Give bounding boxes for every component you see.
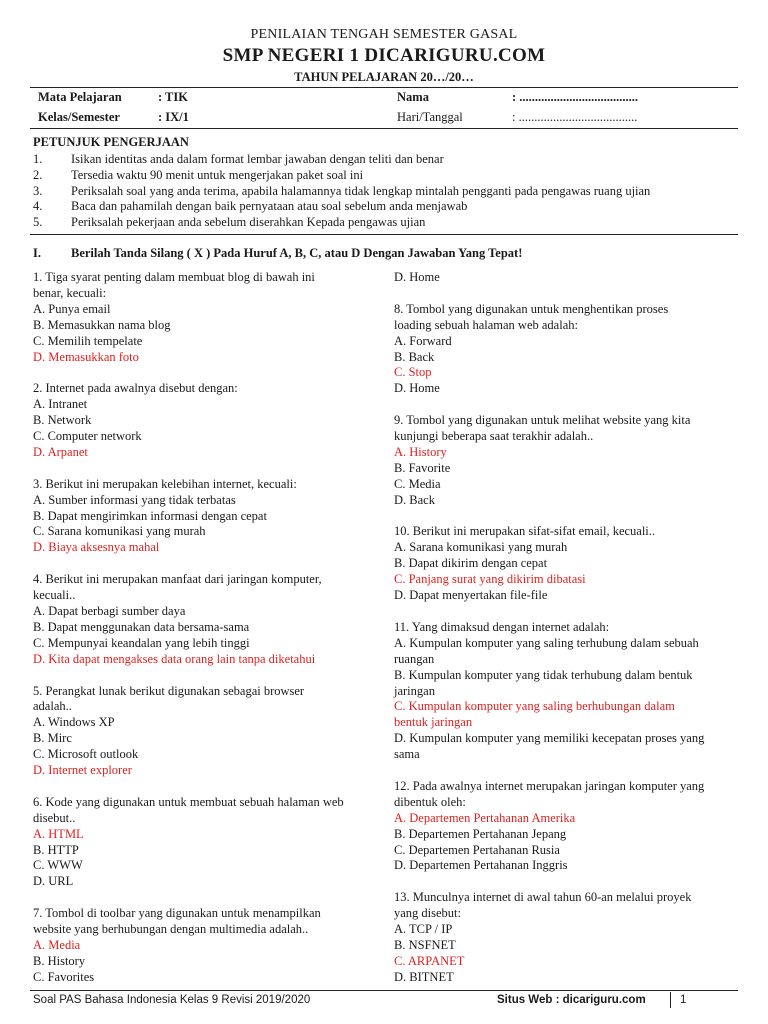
answer-option[interactable]: jaringan [394, 683, 435, 698]
question-text: kecuali.. [33, 588, 76, 603]
question-block [394, 779, 746, 874]
answer-option[interactable]: C. WWW [33, 858, 83, 873]
answer-option-correct[interactable]: bentuk jaringan [394, 715, 473, 730]
section-instruction: Berilah Tanda Silang ( X ) Pada Huruf A, B, C, atau D Dengan Jawaban Yang Tepat! [71, 246, 523, 260]
subject-value: : TIK [158, 90, 188, 104]
question-text: 10. Berikut ini merupakan sifat-sifat email, kecuali.. [394, 524, 656, 539]
question-text: 9. Tombol yang digunakan untuk melihat website yang kita [394, 413, 691, 428]
answer-option[interactable]: B. Memasukkan nama blog [33, 317, 171, 332]
questions-left-column [33, 270, 383, 1002]
instruction-item [33, 183, 650, 199]
instruction-number: 4. [33, 199, 43, 214]
question-text: kunjungi beberapa saat terakhir adalah.. [394, 429, 594, 444]
subject-label: Mata Pelajaran [38, 90, 122, 104]
question-block [394, 524, 746, 604]
answer-option[interactable]: D. Home [394, 381, 440, 396]
page-number: 1 [680, 994, 687, 1006]
question-text: 13. Munculnya internet di awal tahun 60-an melalui proyek [394, 890, 692, 905]
question-block [33, 572, 383, 667]
question-text: 2. Internet pada awalnya disebut dengan: [33, 381, 238, 396]
answer-option-correct[interactable]: A. Departemen Pertahanan Amerika [394, 810, 576, 825]
answer-option[interactable]: ruangan [394, 651, 435, 666]
answer-option-correct[interactable]: A. HTML [33, 826, 84, 841]
instruction-number: 5. [33, 215, 43, 230]
school-name: SMP NEGERI 1 DICARIGURU.COM [222, 45, 546, 66]
answer-option[interactable]: B. Departemen Pertahanan Jepang [394, 826, 567, 841]
question-text: loading sebuah halaman web adalah: [394, 317, 578, 332]
class-semester-value: : IX/1 [158, 110, 189, 124]
question-text: 11. Yang dimaksud dengan internet adalah: [394, 619, 610, 634]
instruction-item [33, 151, 444, 167]
question-text: 4. Berikut ini merupakan manfaat dari jaringan komputer, [33, 572, 322, 587]
instruction-number: 3. [33, 183, 43, 198]
answer-option[interactable]: C. Departemen Pertahanan Rusia [394, 842, 560, 857]
question-text: 6. Kode yang digunakan untuk membuat sebuah halaman web [33, 794, 344, 809]
answer-option[interactable]: B. Dapat mengirimkan informasi dengan cepat [33, 508, 267, 523]
footer-doc-info: Soal PAS Bahasa Indonesia Kelas 9 Revisi 2019/2020 [33, 994, 311, 1006]
answer-option[interactable]: D. BITNET [394, 969, 454, 984]
question-block [33, 795, 383, 890]
instruction-item [33, 167, 363, 183]
answer-option[interactable]: C. Sarana komunikasi yang murah [33, 524, 206, 539]
answer-option[interactable]: A. Windows XP [33, 715, 115, 730]
question-text: benar, kecuali: [33, 285, 107, 300]
answer-option[interactable]: B. Dapat menggunakan data bersama-sama [33, 619, 250, 634]
question-block [394, 413, 746, 508]
instruction-number: 2. [33, 167, 43, 182]
questions-right-column [394, 270, 746, 1002]
instructions-rule [30, 234, 738, 235]
question-block [33, 381, 383, 461]
answer-option[interactable]: B. HTTP [33, 842, 79, 857]
answer-option[interactable]: C. Memilih tempelate [33, 333, 143, 348]
footer-divider [670, 992, 671, 1008]
name-field[interactable]: : ...................................... [512, 90, 639, 104]
answer-option-correct[interactable]: A. Media [33, 937, 81, 952]
instruction-text: Baca dan pahamilah dengan baik pernyataan atau soal sebelum anda menjawab [71, 199, 468, 214]
answer-option-correct[interactable]: D. Arpanet [33, 444, 88, 459]
question-block [33, 906, 383, 986]
answer-option-correct[interactable]: C. ARPANET [394, 953, 465, 968]
answer-option[interactable]: C. Microsoft outlook [33, 747, 139, 762]
answer-option[interactable]: B. Dapat dikirim dengan cepat [394, 556, 548, 571]
answer-option[interactable]: C. Media [394, 476, 441, 491]
instruction-text: Periksalah soal yang anda terima, apabila halamannya tidak lengkap mintalah pengganti pada pengawas ruang ujian [71, 183, 651, 198]
question-text: dibentuk oleh: [394, 794, 466, 809]
answer-option-correct[interactable]: A. History [394, 444, 447, 459]
answer-option[interactable]: A. Punya email [33, 301, 111, 316]
footer-website: Situs Web : dicariguru.com [497, 994, 646, 1006]
answer-option[interactable]: A. Sumber informasi yang tidak terbatas [33, 492, 236, 507]
answer-option[interactable]: B. Mirc [33, 731, 72, 746]
answer-option[interactable]: D. URL [33, 874, 74, 889]
answer-option-correct[interactable]: D. Kita dapat mengakses data orang lain tanpa diketahui [33, 651, 316, 666]
answer-option-correct[interactable]: C. Kumpulan komputer yang saling berhubungan dalam [394, 699, 675, 714]
answer-option[interactable]: B. Network [33, 413, 92, 428]
answer-option[interactable]: A. Intranet [33, 397, 88, 412]
answer-option[interactable]: A. Forward [394, 333, 452, 348]
instruction-text: Isikan identitas anda dalam format lembar jawaban dengan teliti dan benar [71, 152, 444, 166]
answer-option-correct[interactable]: C. Stop [394, 365, 432, 380]
exam-header-title: PENILAIAN TENGAH SEMESTER GASAL [250, 27, 518, 42]
date-field[interactable]: : ...................................... [512, 110, 638, 124]
answer-option[interactable]: A. TCP / IP [394, 922, 453, 937]
question-text: 1. Tiga syarat penting dalam membuat blog di bawah ini [33, 270, 315, 284]
section-title [33, 246, 522, 261]
answer-option[interactable]: C. Mempunyai keandalan yang lebih tinggi [33, 635, 250, 650]
answer-option[interactable]: D. Kumpulan komputer yang memiliki kecepatan proses yang [394, 731, 705, 746]
answer-option[interactable]: B. Kumpulan komputer yang tidak terhubung dalam bentuk [394, 667, 693, 682]
question-text: yang disebut: [394, 906, 462, 921]
instructions-title: PETUNJUK PENGERJAAN [33, 135, 189, 149]
header-rule-bottom [30, 128, 738, 129]
answer-option-correct[interactable]: D. Biaya aksesnya mahal [33, 540, 160, 555]
question-text: 12. Pada awalnya internet merupakan jaringan komputer yang [394, 778, 705, 793]
instruction-item [33, 214, 425, 230]
instruction-text: Periksalah pekerjaan anda sebelum diserahkan Kepada pengawas ujian [71, 215, 426, 230]
answer-option[interactable]: B. Back [394, 349, 435, 364]
question-block [33, 684, 383, 779]
answer-option[interactable]: sama [394, 747, 420, 762]
date-label: Hari/Tanggal [397, 110, 463, 124]
instruction-number: 1. [33, 152, 43, 166]
academic-year: TAHUN PELAJARAN 20…/20… [294, 70, 474, 84]
answer-option[interactable]: A. Kumpulan komputer yang saling terhubung dalam sebuah [394, 635, 699, 650]
question-block [33, 477, 383, 557]
question-text: 5. Perangkat lunak berikut digunakan sebagai browser [33, 683, 305, 698]
answer-option[interactable]: D. Home [394, 270, 440, 284]
instruction-item [33, 198, 467, 214]
question-text: 8. Tombol yang digunakan untuk menghentikan proses [394, 301, 669, 316]
answer-option[interactable]: B. NSFNET [394, 937, 456, 952]
question-text: disebut.. [33, 810, 76, 825]
question-block [33, 270, 383, 365]
header-rule-top [30, 87, 738, 88]
name-label: Nama [397, 90, 429, 104]
answer-option[interactable]: A. Sarana komunikasi yang murah [394, 540, 568, 555]
class-semester-label: Kelas/Semester [38, 110, 120, 124]
question-text: 3. Berikut ini merupakan kelebihan internet, kecuali: [33, 476, 297, 491]
question-block [394, 620, 746, 763]
answer-option-correct[interactable]: D. Memasukkan foto [33, 349, 139, 364]
question-block [394, 302, 746, 397]
question-block [394, 890, 746, 985]
answer-option[interactable]: A. Dapat berbagi sumber daya [33, 603, 186, 618]
answer-option[interactable]: C. Computer network [33, 429, 142, 444]
answer-option[interactable]: D. Departemen Pertahanan Inggris [394, 858, 568, 873]
answer-option[interactable]: C. Favorites [33, 969, 95, 984]
question-text: adalah.. [33, 699, 72, 714]
answer-option-correct[interactable]: C. Panjang surat yang dikirim dibatasi [394, 572, 586, 587]
answer-option[interactable]: B. History [33, 953, 86, 968]
answer-option[interactable]: B. Favorite [394, 460, 451, 475]
instruction-text: Tersedia waktu 90 menit untuk mengerjakan paket soal ini [71, 167, 364, 182]
answer-option-correct[interactable]: D. Internet explorer [33, 763, 132, 778]
question-text: website yang berhubungan dengan multimedia adalah.. [33, 922, 309, 937]
question-text: 7. Tombol di toolbar yang digunakan untuk menampilkan [33, 906, 321, 921]
footer-rule [30, 990, 738, 991]
section-number: I. [33, 246, 41, 260]
question-block [394, 270, 746, 286]
answer-option[interactable]: D. Back [394, 492, 435, 507]
answer-option[interactable]: D. Dapat menyertakan file-file [394, 588, 548, 603]
